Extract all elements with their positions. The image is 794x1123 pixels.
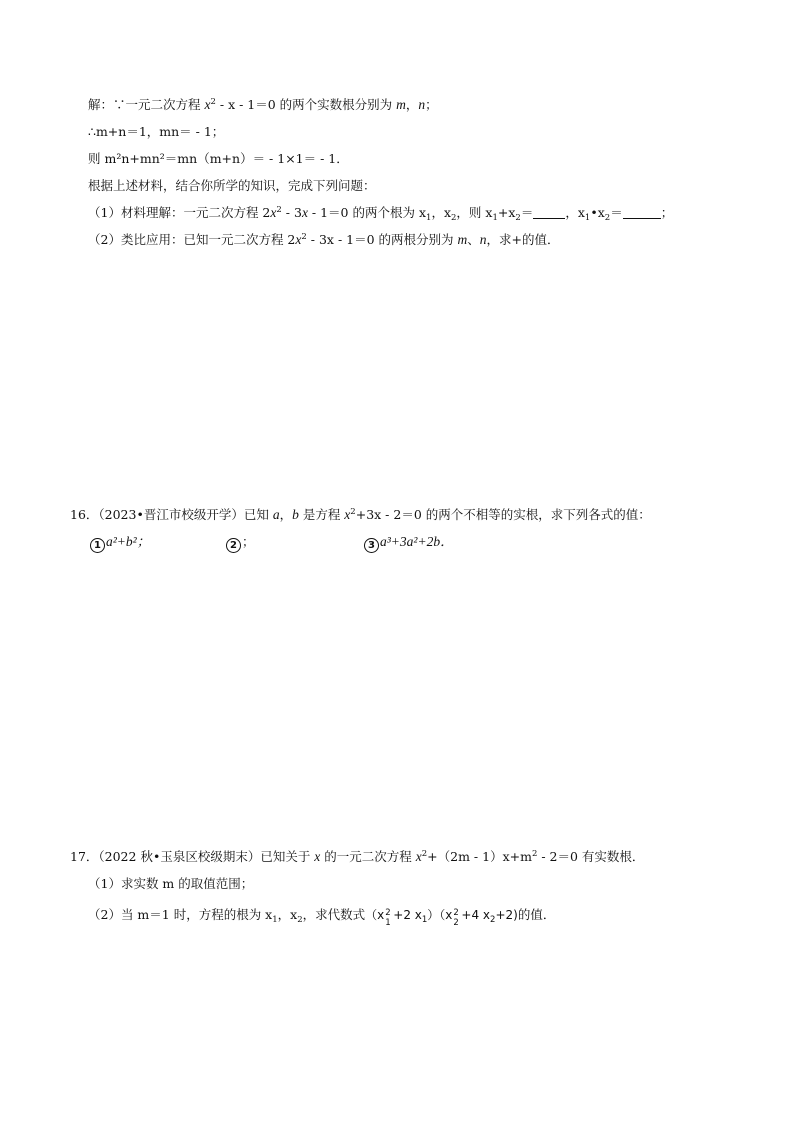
expression: a²+b²；: [106, 534, 151, 549]
var-n: n: [418, 97, 426, 112]
sup: 2: [301, 232, 307, 242]
expression: a³+3a²+2b．: [380, 534, 454, 549]
var-a: a: [272, 507, 280, 522]
material-line-4: [88, 178, 376, 194]
problem-17-stem: [70, 849, 644, 865]
var-x: x: [270, 205, 277, 220]
text: +x: [497, 205, 516, 220]
text: ，x: [431, 205, 451, 220]
sup-sub-stack: [384, 908, 393, 928]
text: ，: [405, 97, 419, 112]
text: ，则 x: [456, 205, 493, 220]
material-line-3: [88, 151, 349, 167]
sub: 2: [451, 213, 457, 223]
text: - 1＝0 的两个根为 x: [307, 205, 427, 220]
material-line-2: [88, 124, 224, 140]
sub: 2: [297, 915, 303, 925]
text: +3x - 2＝0 的两个不相等的实根，求下列各式的值：: [355, 507, 651, 522]
text: ；: [425, 97, 438, 112]
text: +4 x: [461, 908, 491, 922]
circled-number-3: 3: [364, 538, 379, 553]
problem-16-stem: [70, 507, 651, 523]
sup-sub-stack: [452, 908, 461, 928]
text: ＝: [520, 205, 534, 220]
problem-17-question-2: [88, 907, 556, 928]
text: ，求代数式: [302, 907, 366, 922]
text: ∴m+n＝1，mn＝ - 1；: [88, 124, 225, 139]
sub: 2: [515, 213, 521, 223]
sub: 1: [272, 915, 278, 925]
text: •x: [590, 205, 605, 220]
text: ；: [660, 205, 674, 220]
text: 16．（2023•晋江市校级开学）已知: [70, 507, 273, 522]
var-x: x: [344, 507, 351, 522]
text: +2): [495, 908, 518, 922]
sub: 1: [426, 213, 432, 223]
text: 解：∵一元二次方程: [88, 97, 205, 112]
circled-number-1: 1: [90, 538, 105, 553]
text: 的值．: [517, 907, 556, 922]
text: 、: [467, 232, 480, 247]
text: ，求+的值．: [486, 232, 560, 247]
sub: 1: [584, 213, 591, 223]
text: ）（x: [427, 908, 453, 922]
sup: 2: [531, 849, 538, 859]
var-m: m: [457, 232, 468, 247]
problem-17-question-1: [88, 876, 253, 892]
material-question-2: [88, 232, 560, 248]
sub: 1: [421, 915, 428, 925]
material-question-1: [88, 205, 673, 221]
text: （x: [365, 908, 385, 922]
problem-16-item-1: [90, 534, 150, 553]
text: 根据上述材料，结合你所学的知识，完成下列问题：: [88, 178, 376, 193]
text: 17．（2022 秋•玉泉区校级期末）已知关于: [70, 849, 315, 864]
material-line-1: [88, 97, 438, 113]
sub: 2: [453, 918, 459, 928]
var-x: x: [314, 849, 321, 864]
sup: 2: [385, 908, 391, 918]
text: （1）材料理解：一元二次方程 2: [88, 205, 271, 220]
text: m²n+mn²＝mn（m+n）＝ - 1×1＝ - 1．: [104, 151, 349, 166]
sup: 2: [210, 97, 216, 107]
var-b: b: [292, 507, 299, 522]
var-x: x: [295, 232, 302, 247]
sub: 1: [385, 918, 391, 928]
sup: 2: [421, 849, 428, 859]
text: ，x: [565, 205, 585, 220]
text: +2 x: [393, 908, 422, 922]
text: 是方程: [298, 507, 345, 522]
answer-blank-1[interactable]: [533, 206, 565, 219]
text: （2）当 m＝1 时，方程的根为 x: [88, 907, 273, 922]
var-x: x: [204, 97, 211, 112]
problem-16-item-2: [226, 534, 255, 553]
var-x: x: [415, 849, 422, 864]
answer-blank-2[interactable]: [623, 206, 661, 219]
text: （1）求实数 m 的取值范围；: [88, 876, 254, 891]
sup: 2: [350, 507, 356, 517]
text: - 3: [281, 205, 302, 220]
text: +（2m - 1）x+m: [427, 849, 532, 864]
expression: ；: [242, 534, 255, 549]
text: ，: [279, 507, 293, 522]
text: - 3x - 1＝0 的两根分别为: [306, 232, 458, 247]
var-n: n: [479, 232, 487, 247]
text: - x - 1＝0 的两个实数根分别为: [215, 97, 397, 112]
text: 则: [88, 151, 105, 166]
problem-16-item-3: [364, 534, 454, 553]
sub: 2: [604, 213, 611, 223]
text: ＝: [610, 205, 623, 220]
text: - 2＝0 有实数根．: [537, 849, 645, 864]
sub: 2: [490, 915, 496, 925]
algebraic-expression: [365, 908, 518, 928]
text: 的一元二次方程: [320, 849, 416, 864]
sup: 2: [276, 205, 282, 215]
sub: 1: [492, 213, 498, 223]
text: （2）类比应用：已知一元二次方程 2: [88, 232, 296, 247]
var-m: m: [396, 97, 406, 112]
text: ，x: [277, 907, 298, 922]
circled-number-2: 2: [226, 538, 241, 553]
var-x: x: [301, 205, 308, 220]
sup: 2: [453, 908, 459, 918]
